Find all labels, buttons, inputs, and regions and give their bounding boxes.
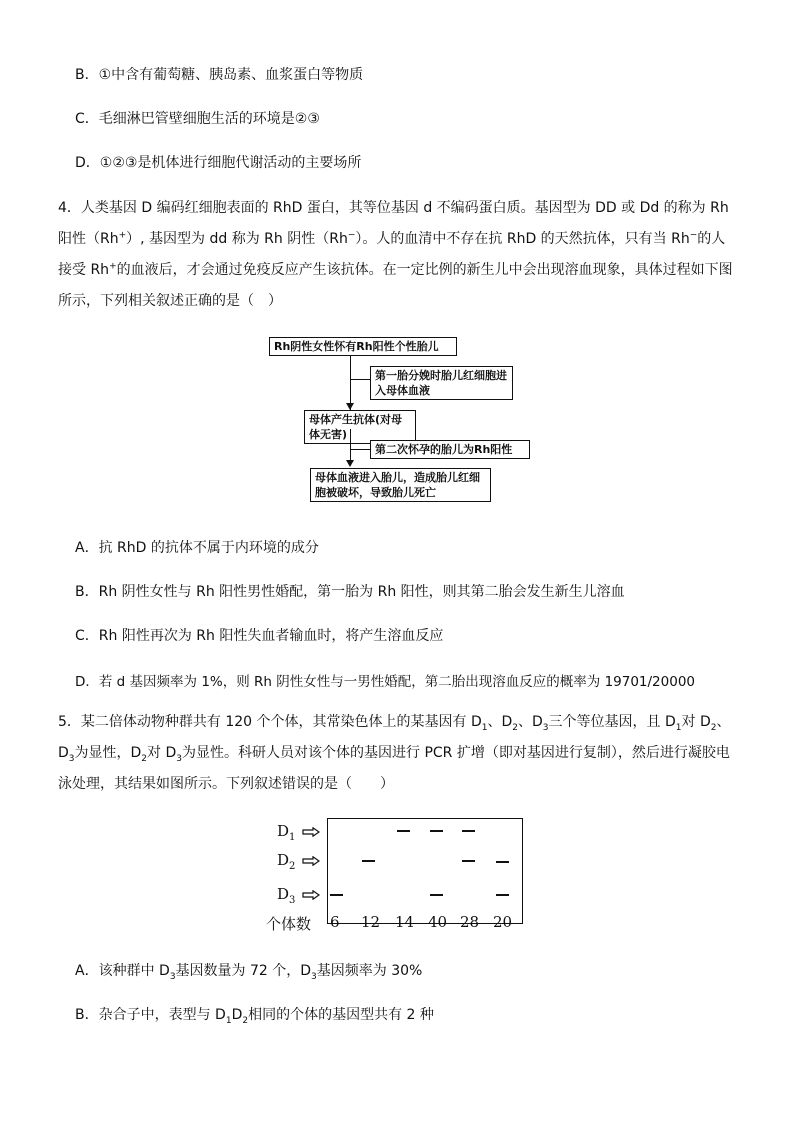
gel-x-label: 个体数: [266, 915, 312, 933]
flow-arrow: [346, 460, 354, 467]
gel-count: 40: [428, 913, 448, 931]
flow-connector: [350, 429, 351, 463]
flow-branch: [350, 379, 370, 380]
gel-frame: [327, 818, 523, 924]
gel-band: [362, 860, 375, 862]
gel-band: [330, 894, 343, 896]
gel-band: [496, 861, 509, 863]
flow-branch: [350, 449, 370, 450]
gel-label-d2: $D_2$: [277, 851, 296, 872]
q4-option-b: B．Rh 阴性女性与 Rh 阳性男性婚配，第一胎为 Rh 阳性，则其第二胎会发生新生儿溶血: [75, 584, 625, 600]
arrow-right-icon: [302, 856, 320, 866]
gel-count: 12: [361, 913, 381, 931]
flow-box-outcome: 母体血液进入胎儿，造成胎儿红细胞被破坏，导致胎儿死亡: [310, 468, 491, 502]
q3-option-b: B．①中含有葡萄糖、胰岛素、血浆蛋白等物质: [75, 67, 364, 83]
gel-band: [397, 830, 410, 832]
gel-count: 6: [330, 913, 340, 931]
gel-electrophoresis-figure: [266, 815, 532, 935]
gel-band: [462, 830, 475, 832]
q3-option-c: C．毛细淋巴管壁细胞生活的环境是②③: [75, 111, 320, 127]
q4-option-a: A．抗 RhD 的抗体不属于内环境的成分: [75, 540, 319, 556]
q4-option-c: C．Rh 阳性再次为 Rh 阳性失血者输血时，将产生溶血反应: [75, 628, 444, 644]
q3-option-d: D．①②③是机体进行细胞代谢活动的主要场所: [75, 155, 362, 171]
flow-side-second-pregnancy: 第二次怀孕的胎儿为Rh阳性: [370, 440, 530, 459]
flow-arrow: [346, 403, 354, 410]
arrow-right-icon: [302, 827, 320, 837]
gel-band: [462, 860, 475, 862]
q5-option-b: B．杂合子中，表型与 $D_1D_2$相同的个体的基因型共有 2 种: [75, 1007, 434, 1026]
gel-label-d3: $D_3$: [277, 885, 296, 906]
gel-count: 14: [395, 913, 415, 931]
gel-count: 20: [493, 913, 513, 931]
gel-band: [496, 894, 509, 896]
q4-stem: 4．人类基因 D 编码红细胞表面的 RhD 蛋白，其等位基因 d 不编码蛋白质。基因型为 DD 或 Dd 的称为 Rh 阳性（Rh+）, 基因型为 dd 称为 Rh 阴性（Rh−）。人的血清中不存在抗 RhD 的天然抗体，只有当 Rh−的人接受 Rh+的血液后，才会通过免疫反应产生该抗体。在一定比例的新生儿中会出现溶血现象，具体过程如下图所示，下列相关叙述正确的是（ ）: [58, 200, 733, 309]
arrow-right-icon: [302, 890, 320, 900]
gel-count: 28: [460, 913, 480, 931]
q5-stem: 5．某二倍体动物种群共有 120 个个体，其常染色体上的某基因有 $D_1$、$D_2$、$D_3$三个等位基因，且 $D_1$对 $D_2$、$D_3$为显性，$D_2$对 $D_3$为显性。科研人员对该个体的基因进行 PCR 扩增（即对基因进行复制），然后进行凝胶电泳处理，其结果如图所示。下列叙述错误的是（ ）: [58, 714, 731, 792]
gel-label-d1: $D_1$: [277, 822, 296, 843]
q5-option-a: A．该种群中 $D_3$基因数量为 72 个，$D_3$基因频率为 30%: [75, 963, 423, 982]
q4-option-d: D．若 d 基因频率为 1%，则 Rh 阴性女性与一男性婚配，第二胎出现溶血反应的概率为 19701/20000: [75, 674, 696, 690]
flow-box-pregnancy: Rh阴性女性怀有Rh阳性个性胎儿: [269, 337, 457, 356]
rh-flowchart: [240, 335, 540, 510]
flow-box-antibody: 母体产生抗体(对母体无害): [304, 410, 416, 444]
flow-side-first-birth: 第一胎分娩时胎儿红细胞进入母体血液: [370, 366, 513, 400]
gel-band: [430, 894, 443, 896]
gel-band: [430, 830, 443, 832]
